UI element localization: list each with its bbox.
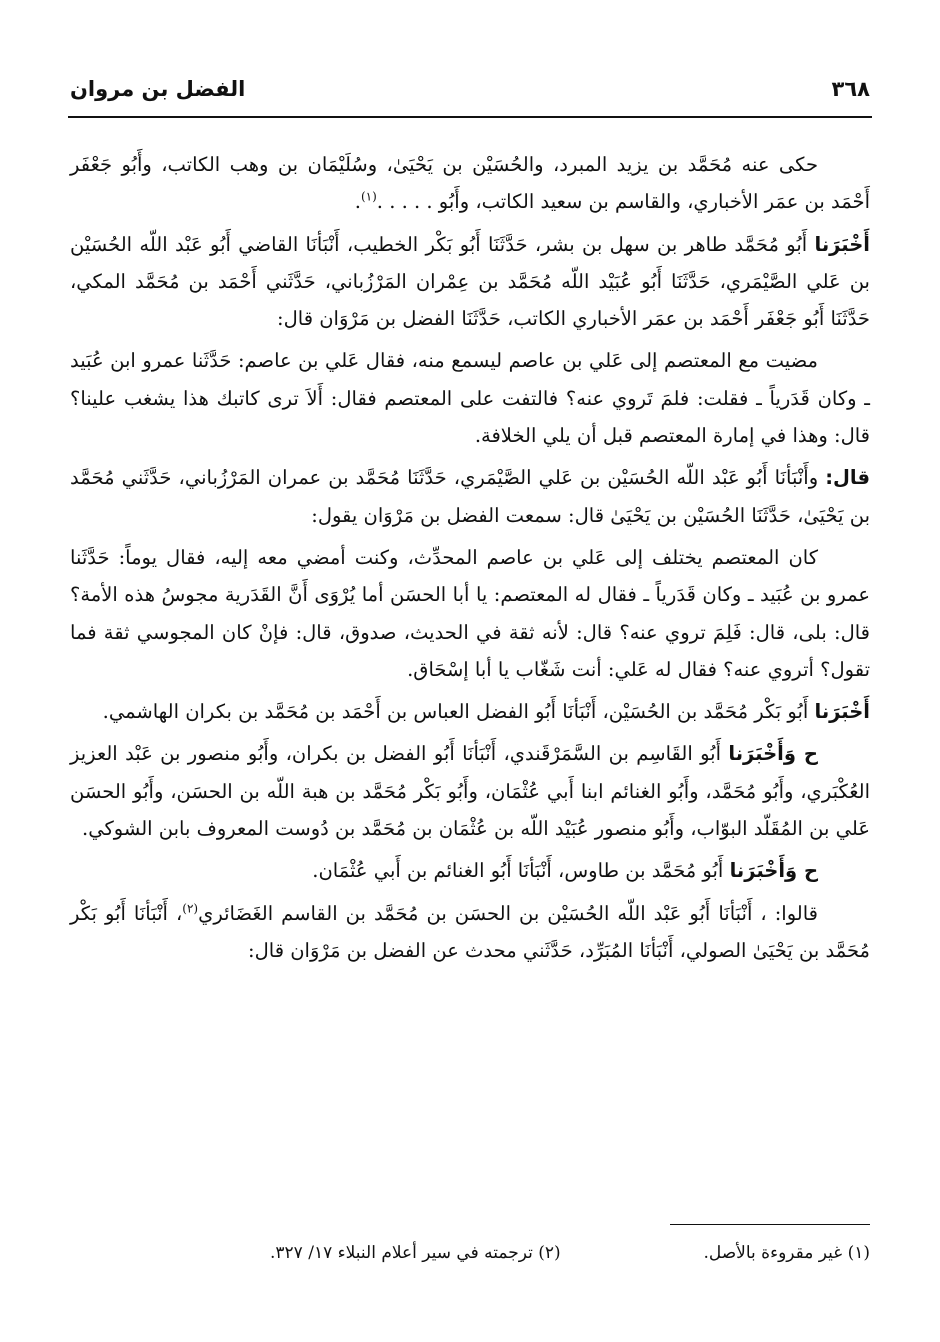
page-number: ٣٦٨	[831, 77, 870, 101]
footnote-1: (١) غير مقروءة بالأصل.	[703, 1243, 870, 1263]
paragraph-2-text: أَبُو مُحَمَّد طاهر بن سهل بن بشر، حَدَّثَنَا أَبُو بَكْر الخطيب، أَنْبَأنَا القاضي أَبُو عَبْد اللّه الحُسَيْن بن عَلي الصَّيْمَري، حَدَّثَنَا أَبُو عُبَيْد اللّه مُحَمَّد بن عِمْران المَرْزُباني، حَدَّثَني أَحْمَد بن مُحَمَّد المكي، حَدَّثَنَا أَبُو جَعْفَر أَحْمَد بن عمَر الأخباري الكاتب، حَدَّثَنَا الفضل بن مَرْوَان قال:	[70, 232, 870, 331]
paragraph-1-end: .	[354, 190, 361, 214]
isnad-lead-1: أَخْبَرَنا	[814, 232, 870, 256]
paragraph-9-text-a: قالوا: ، أَنْبَأنَا أَبُو عَبْد اللّه الحُسَيْن بن الحسَن بن مُحَمَّد بن القاسم الغَضَائري	[198, 901, 818, 925]
footnote-ref-1: (١)	[360, 189, 377, 204]
paragraph-6	[70, 693, 870, 730]
paragraph-6-text: أَبُو بَكْر مُحَمَّد بن الحُسَيْن، أَنْبَأنَا أَبُو الفضل العباس بن أَحْمَد بن مُحَمَّد بن بكران الهاشمي.	[102, 700, 809, 724]
footnote-ref-2: (٢)	[182, 901, 199, 916]
paragraph-5	[70, 539, 870, 688]
isnad-lead-5: ح وَأَخْبَرَنا	[729, 859, 818, 883]
paragraph-8-text: أَبُو مُحَمَّد بن طاوس، أَنْبَأنَا أَبُو الغنائم بن أَبي عُثْمَان.	[312, 859, 724, 883]
paragraph-4-text: وأَنْبَأنَا أَبُو عَبْد اللّه الحُسَيْن بن عَلي الصَّيْمَري، حَدَّثَنَا مُحَمَّد بن عمران المَرْزُباني، حَدَّثَني مُحَمَّد بن يَحْيَىٰ، حَدَّثَنَا الحُسَيْن بن يَحْيَىٰ قال: سمعت الفضل بن مَرْوَان يقول:	[70, 466, 870, 527]
footnote-divider	[670, 1224, 870, 1225]
running-title: الفضل بن مروان	[70, 77, 246, 101]
paragraph-9-text-b: ، أَنْبَأنَا أَبُو بَكْر مُحَمَّد بن يَحْيَىٰ الصولي، أَنْبَأنَا المُبَرِّد، حَدَّثَني محدث عن الفضل بن مَرْوَان قال:	[70, 901, 870, 962]
paragraph-9	[70, 895, 870, 970]
header-divider	[68, 116, 872, 118]
footnotes	[70, 1238, 870, 1268]
paragraph-5-text: كان المعتصم يختلف إلى عَلي بن عاصم المحدِّث، وكنت أمضي معه إليه، فقال يوماً: حَدَّثَنا عمرو بن عُبَيد ـ وكان قَدَرياً ـ فقال له المعتصم: يا أبا الحسَن أما يُرْوَى أَنَّ القَدَرية مجوسُ هذه الأمة؟ قال: بلى، قال: فَلِمَ تروي عنه؟ قال: لأنه ثقة في الحديث، صدوق، قال: فإنْ كان المجوسي ثقة فما تقول؟ أتروي عنه؟ فقال له عَلي: أنت شَغّاب يا أبا إسْحَاق.	[70, 545, 870, 681]
paragraph-1	[70, 146, 870, 221]
paragraph-4	[70, 459, 870, 534]
paragraph-7-text: أَبُو القَاسِم بن السَّمَرْقَندي، أَنْبَأنَا أَبُو الفضل بن بكران، وأَبُو منصور بن عَبْد العزيز العُكْبَري، وأَبُو مُحَمَّد، وأَبُو الغنائم ابنا أَبي عُثْمَان، وأَبُو بَكْر مُحَمَّد بن هبة اللّه بن الحسَن، وأَبُو الحسَن عَلي بن المُقَلّد البوّاب، وأَبُو منصور عُبَيْد اللّه بن عُثْمَان بن مُحَمَّد بن دُوست المعروف بابن الشوكي.	[70, 742, 870, 841]
isnad-lead-4: ح وَأَخْبَرَنا	[728, 742, 818, 766]
main-text	[70, 146, 870, 969]
isnad-lead-2: قال:	[825, 466, 870, 490]
isnad-lead-3: أَخْبَرَنا	[814, 700, 870, 724]
paragraph-3	[70, 342, 870, 454]
paragraph-8	[70, 852, 870, 889]
paragraph-7	[70, 735, 870, 847]
paragraph-3-text: مضيت مع المعتصم إلى عَلي بن عاصم ليسمع منه، فقال عَلي بن عاصم: حَدَّثَنا عمرو ابن عُبَيد ـ وكان قَدَرياً ـ فقلت: فلمَ تَروي عنه؟ فالتفت على المعتصم فقال: أَلاَ ترى كاتبك هذا يشغب علينا؟ قال: وهذا في إمارة المعتصم قبل أن يلي الخلافة.	[70, 349, 870, 448]
paragraph-1-text: حكى عنه مُحَمَّد بن يزيد المبرد، والحُسَيْن بن يَحْيَىٰ، وسُلَيْمَان بن وهب الكاتب، وأَبُو جَعْفَر أَحْمَد بن عمَر الأخباري، والقاسم بن سعيد الكاتب، وأَبُو . . . . .	[70, 153, 870, 214]
paragraph-2	[70, 226, 870, 338]
page-header	[70, 74, 870, 104]
footnote-2: (٢) ترجمته في سير أعلام النبلاء ١٧/ ٣٢٧.	[270, 1243, 561, 1263]
